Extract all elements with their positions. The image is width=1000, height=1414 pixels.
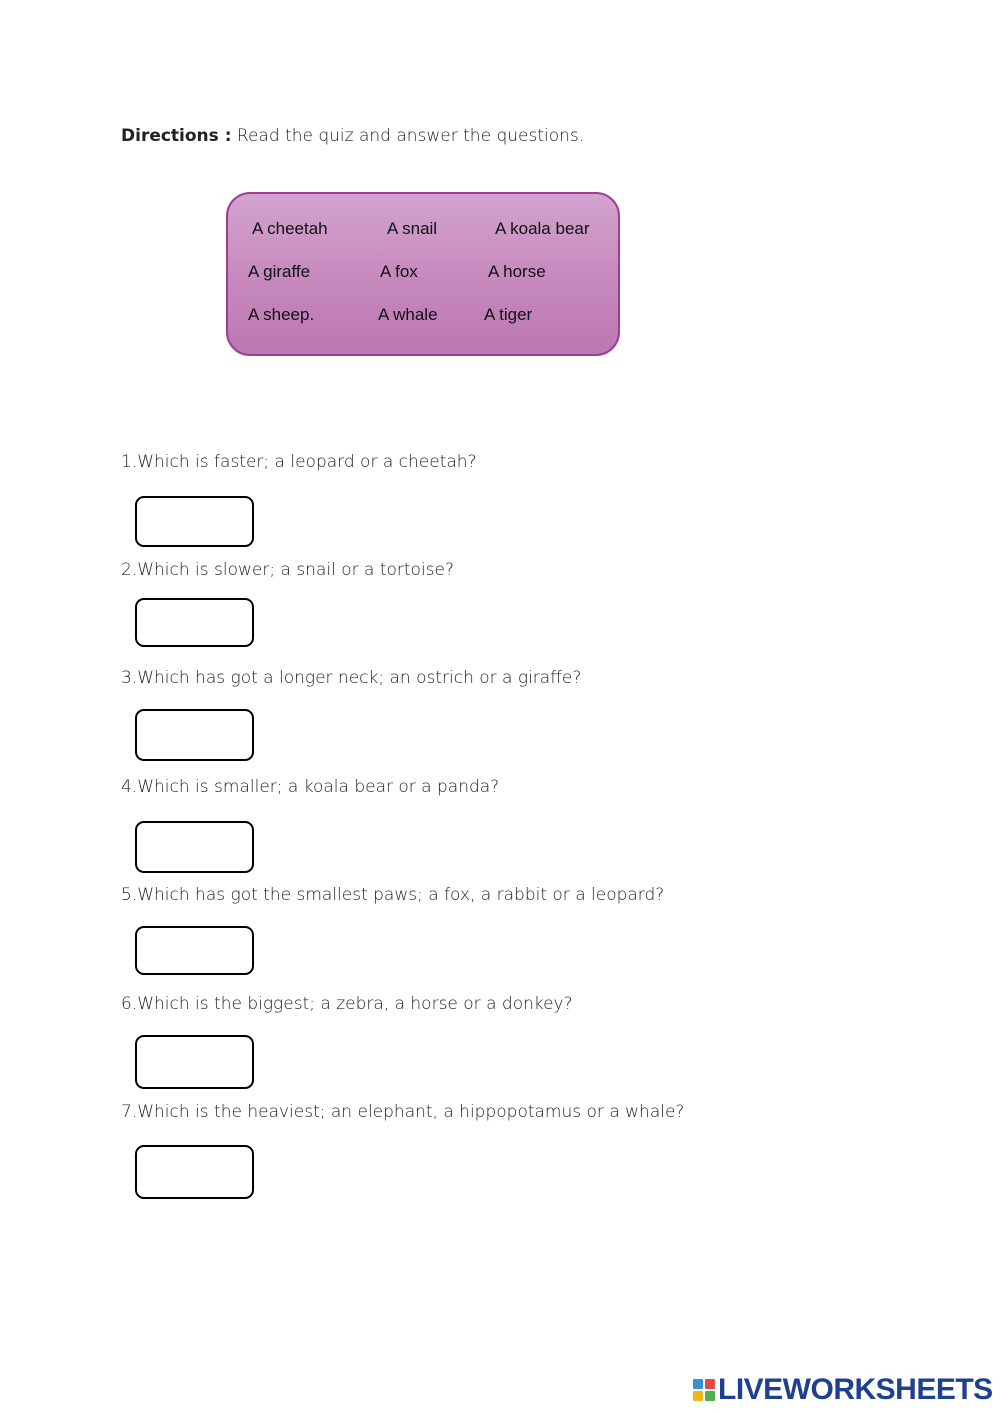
word-bank-item: A whale	[378, 305, 438, 324]
directions-label: Directions :	[121, 126, 232, 146]
word-bank-item: A tiger	[484, 305, 533, 324]
answer-box-4[interactable]	[135, 821, 254, 873]
question-7: 7.Which is the heaviest; an elephant, a hippopotamus or a whale?	[121, 1102, 685, 1122]
question-3: 3.Which has got a longer neck; an ostrich or a giraffe?	[121, 668, 582, 688]
logo-text: LIVEWORKSHEETS	[718, 1373, 993, 1406]
question-1: 1.Which is faster; a leopard or a cheetah?	[121, 452, 477, 472]
directions-text: Read the quiz and answer the questions.	[236, 126, 585, 146]
word-bank-item: A giraffe	[248, 262, 311, 281]
answer-box-5[interactable]	[135, 926, 254, 975]
answer-box-3[interactable]	[135, 709, 254, 761]
word-bank-item: A sheep.	[248, 305, 315, 324]
directions	[121, 126, 584, 146]
question-4: 4.Which is smaller; a koala bear or a panda?	[121, 777, 500, 797]
word-bank-item: A cheetah	[252, 219, 328, 238]
question-2: 2.Which is slower; a snail or a tortoise?	[121, 560, 455, 580]
answer-box-7[interactable]	[135, 1145, 254, 1199]
word-bank-item: A snail	[387, 219, 438, 238]
question-5: 5.Which has got the smallest paws; a fox, a rabbit or a leopard?	[121, 885, 665, 905]
answer-box-6[interactable]	[135, 1035, 254, 1089]
word-bank	[226, 192, 620, 356]
logo-squares-icon	[693, 1379, 715, 1401]
question-6: 6.Which is the biggest; a zebra, a horse or a donkey?	[121, 994, 573, 1014]
liveworksheets-logo	[693, 1374, 993, 1406]
word-bank-item: A horse	[488, 262, 546, 281]
answer-box-2[interactable]	[135, 598, 254, 647]
word-bank-item: A koala bear	[495, 219, 590, 238]
answer-box-1[interactable]	[135, 496, 254, 547]
word-bank-item: A fox	[380, 262, 418, 281]
